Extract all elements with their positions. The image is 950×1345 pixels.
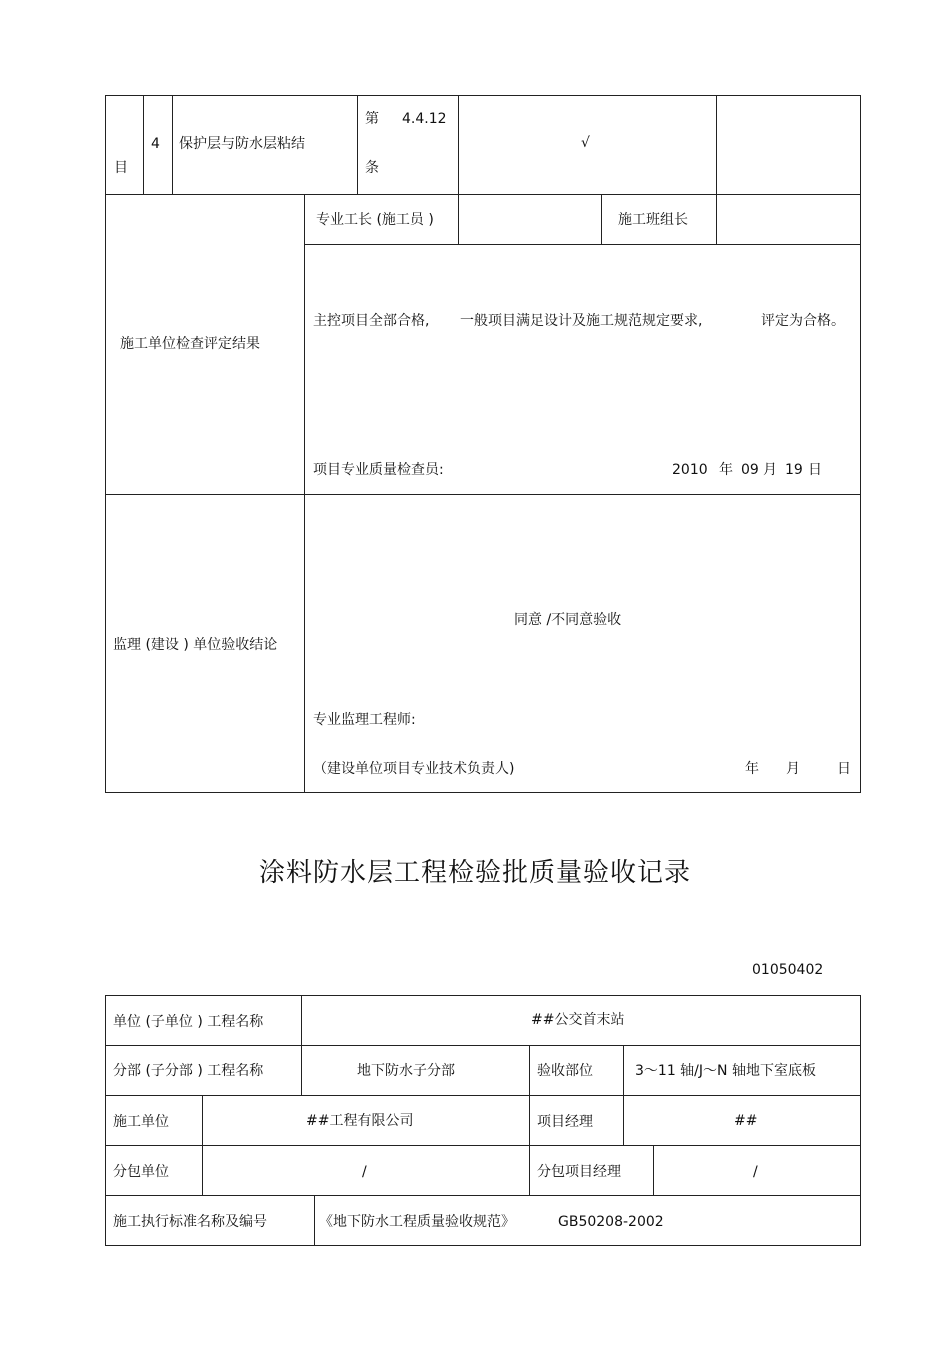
- table-border: [653, 1145, 654, 1195]
- date-month: 09: [741, 462, 759, 478]
- table-border: [202, 1145, 203, 1195]
- table-border: [105, 995, 106, 1246]
- table-border: [314, 1195, 315, 1245]
- acceptance-part-value: 3～11 轴/J～N 轴地下室底板: [635, 1063, 816, 1079]
- foreman-label: 专业工长 (施工员 ): [316, 212, 434, 228]
- result-part1: 主控项目全部合格,: [313, 313, 430, 329]
- date-month-unit: 月: [763, 462, 777, 478]
- standard-label: 施工执行标准名称及编号: [113, 1214, 267, 1230]
- table-border: [105, 1195, 861, 1196]
- subproject-value: 地下防水子分部: [357, 1063, 455, 1079]
- date-year-unit: 年: [719, 462, 733, 478]
- table-border: [529, 1145, 530, 1195]
- table-border: [172, 95, 173, 194]
- sup-month-unit: 月: [786, 761, 800, 777]
- table-border: [860, 995, 861, 1246]
- check-mark: √: [581, 135, 590, 151]
- sub-manager-value: /: [753, 1164, 758, 1180]
- table-border: [105, 1095, 861, 1096]
- date-year: 2010: [672, 462, 708, 478]
- supervision-decision: 同意 /不同意验收: [514, 612, 622, 628]
- item-index: 4: [151, 136, 160, 152]
- standard-name: 《地下防水工程质量验收规范》: [319, 1214, 515, 1230]
- clause-number: 4.4.12: [402, 111, 447, 127]
- table-border: [601, 194, 602, 245]
- inspector-label: 项目专业质量检查员:: [313, 462, 444, 478]
- clause-prefix: 第: [365, 111, 379, 127]
- contractor-label: 施工单位: [113, 1114, 169, 1130]
- date-day: 19: [785, 462, 803, 478]
- date-day-unit: 日: [808, 462, 822, 478]
- document-title: 涂料防水层工程检验批质量验收记录: [258, 858, 691, 888]
- table-border: [105, 1045, 861, 1046]
- table-border: [105, 1145, 861, 1146]
- table-border: [304, 244, 861, 245]
- table-border: [105, 194, 861, 195]
- subcontractor-value: /: [362, 1164, 367, 1180]
- standard-code: GB50208-2002: [558, 1214, 664, 1230]
- sub-manager-label: 分包项目经理: [537, 1164, 621, 1180]
- table-border: [458, 95, 459, 245]
- clause-suffix: 条: [365, 160, 379, 176]
- table-border: [623, 1045, 624, 1095]
- category-char: 目: [114, 160, 128, 176]
- table-border: [105, 995, 861, 996]
- contractor-value: ##工程有限公司: [306, 1113, 414, 1129]
- table-border: [105, 95, 861, 96]
- supervising-engineer-label: 专业监理工程师:: [313, 712, 416, 728]
- sup-year-unit: 年: [745, 761, 759, 777]
- table-border: [105, 95, 106, 793]
- item-name: 保护层与防水层粘结: [179, 136, 305, 152]
- project-value: ##公交首末站: [531, 1012, 625, 1028]
- project-label: 单位 (子单位 ) 工程名称: [113, 1014, 264, 1030]
- table-border: [716, 95, 717, 194]
- table-border: [301, 1045, 302, 1095]
- manager-value: ##: [734, 1113, 758, 1129]
- table-border: [623, 1095, 624, 1145]
- table-border: [357, 95, 358, 194]
- acceptance-part-label: 验收部位: [537, 1063, 593, 1079]
- result-part3: 评定为合格。: [761, 313, 845, 329]
- supervision-label: 监理 (建设 ) 单位验收结论: [113, 637, 278, 653]
- table-border: [304, 194, 305, 793]
- subproject-label: 分部 (子分部 ) 工程名称: [113, 1063, 264, 1079]
- manager-label: 项目经理: [537, 1114, 593, 1130]
- table-border: [202, 1095, 203, 1145]
- table-border: [143, 95, 144, 194]
- table-border: [105, 792, 861, 793]
- table-border: [301, 995, 302, 1045]
- table-border: [105, 494, 861, 495]
- document-code: 01050402: [752, 962, 824, 978]
- table-border: [716, 194, 717, 245]
- sup-day-unit: 日: [837, 761, 851, 777]
- owner-tech-lead-label: （建设单位项目专业技术负责人): [313, 761, 515, 777]
- team-leader-label: 施工班组长: [618, 212, 688, 228]
- result-part2: 一般项目满足设计及施工规范规定要求,: [460, 313, 703, 329]
- table-border: [529, 1045, 530, 1095]
- construction-result-label: 施工单位检查评定结果: [120, 336, 260, 352]
- table-border: [105, 1245, 861, 1246]
- subcontractor-label: 分包单位: [113, 1164, 169, 1180]
- table-border: [860, 95, 861, 793]
- table-border: [529, 1095, 530, 1145]
